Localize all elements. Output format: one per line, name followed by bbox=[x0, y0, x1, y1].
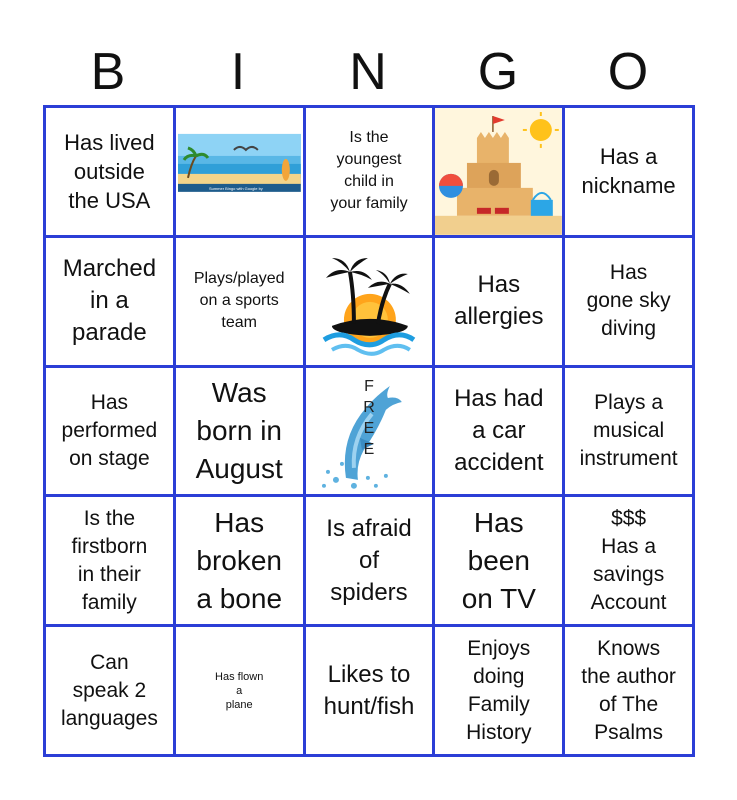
bingo-grid bbox=[43, 105, 695, 757]
bingo-cell[interactable] bbox=[435, 238, 562, 365]
free-space-cell[interactable] bbox=[306, 368, 433, 495]
bingo-cell[interactable] bbox=[306, 108, 433, 235]
cell-text: Can speak 2 languages bbox=[60, 650, 158, 730]
cell-text: Plays/played on a sports team bbox=[193, 270, 285, 332]
bingo-cell[interactable] bbox=[565, 108, 692, 235]
free-letter: R bbox=[363, 398, 375, 416]
bingo-cell[interactable] bbox=[176, 368, 303, 495]
bingo-header bbox=[43, 40, 695, 104]
cell-text: Is the firstborn in their family bbox=[71, 506, 148, 614]
header-letter-i: I bbox=[230, 43, 246, 101]
bingo-cell[interactable] bbox=[435, 368, 562, 495]
cell-text: Has allergies bbox=[454, 271, 544, 331]
bingo-cell[interactable] bbox=[435, 627, 562, 754]
bingo-cell[interactable] bbox=[565, 238, 692, 365]
bingo-cell[interactable] bbox=[46, 497, 173, 624]
bingo-cell[interactable] bbox=[46, 108, 173, 235]
cell-text: Is afraid of spiders bbox=[326, 514, 412, 606]
cell-text: Has performed on stage bbox=[61, 390, 158, 470]
cell-text: $$$ Has a savings Account bbox=[590, 506, 667, 614]
cell-text: Enjoys doing Family History bbox=[466, 636, 532, 744]
cell-text: Has lived outside the USA bbox=[64, 129, 155, 213]
cell-text: Has gone sky diving bbox=[586, 261, 671, 341]
bingo-cell[interactable] bbox=[46, 238, 173, 365]
bingo-cell-image[interactable] bbox=[306, 238, 433, 365]
sandcastle-image bbox=[435, 108, 562, 235]
bingo-cell[interactable] bbox=[306, 497, 433, 624]
free-letter: F bbox=[364, 377, 374, 395]
free-label bbox=[359, 376, 379, 460]
cell-text: Knows the author of The Psalms bbox=[581, 636, 676, 744]
cell-text: Has broken a bone bbox=[196, 506, 283, 614]
cell-text: Was born in August bbox=[195, 376, 283, 484]
bingo-cell[interactable] bbox=[565, 368, 692, 495]
bingo-cell[interactable] bbox=[176, 238, 303, 365]
cell-text: Has a nickname bbox=[581, 144, 676, 199]
header-letter-g: G bbox=[477, 43, 519, 101]
bingo-cell-image[interactable] bbox=[176, 108, 303, 235]
free-letter: E bbox=[363, 419, 375, 437]
beach-seagull-image bbox=[176, 108, 303, 235]
bingo-cell[interactable] bbox=[46, 368, 173, 495]
bingo-cell-image[interactable] bbox=[435, 108, 562, 235]
bingo-cell[interactable] bbox=[435, 497, 562, 624]
cell-text: Plays a musical instrument bbox=[579, 390, 678, 470]
cell-text: Has had a car accident bbox=[454, 384, 544, 476]
free-letter: E bbox=[363, 440, 375, 458]
cell-text: Likes to hunt/fish bbox=[323, 660, 415, 720]
bingo-cell[interactable] bbox=[46, 627, 173, 754]
bingo-cell[interactable] bbox=[176, 497, 303, 624]
bingo-cell[interactable] bbox=[306, 627, 433, 754]
bingo-cell[interactable] bbox=[565, 627, 692, 754]
svg-text:Summer Bingo with Google by: Summer Bingo with Google by bbox=[208, 185, 263, 191]
cell-text: Is the youngest child in your family bbox=[330, 129, 408, 213]
cell-text: Has been on TV bbox=[461, 506, 536, 614]
palm-island-sunset-image bbox=[306, 238, 433, 365]
header-letter-b: B bbox=[90, 43, 126, 101]
bingo-cell[interactable] bbox=[176, 627, 303, 754]
cell-text: Marched in a parade bbox=[62, 255, 157, 347]
bingo-cell[interactable] bbox=[565, 497, 692, 624]
cell-text: Has flown a plane bbox=[215, 670, 264, 711]
header-letter-n: N bbox=[349, 43, 387, 101]
header-letter-o: O bbox=[607, 43, 649, 101]
